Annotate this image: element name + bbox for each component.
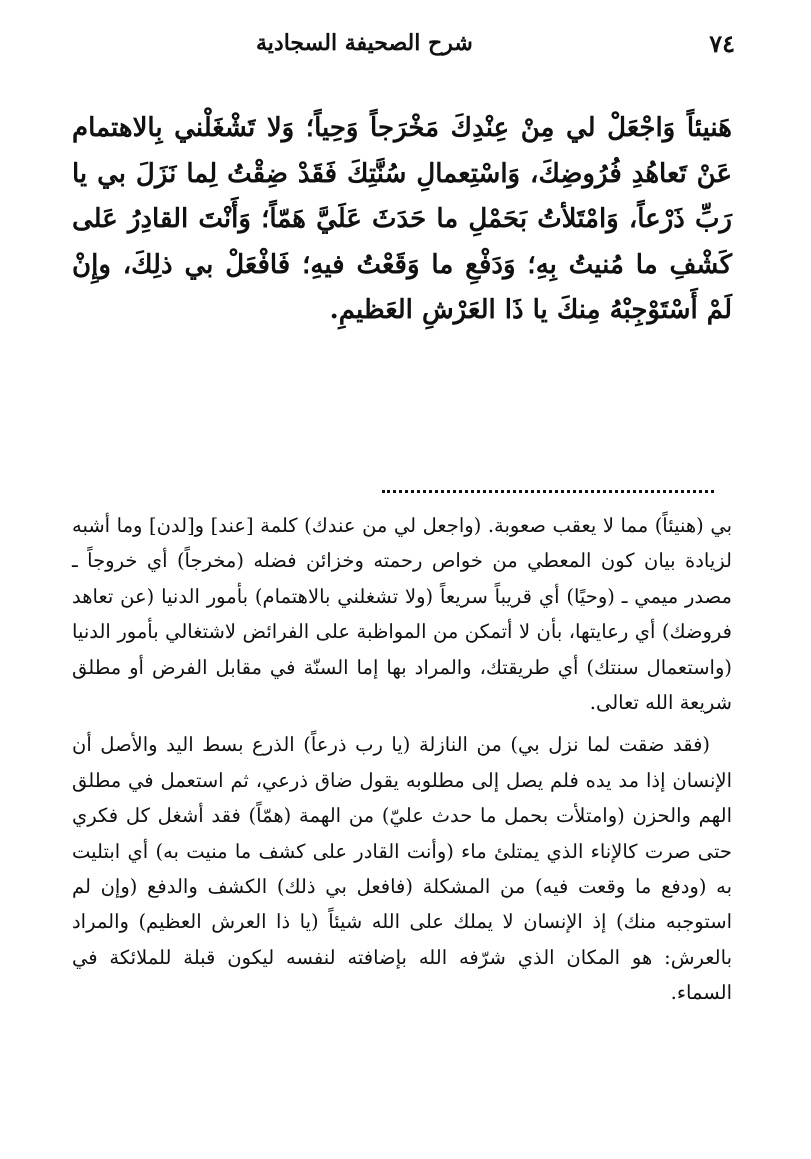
commentary-paragraph-1: بي (هنيئاً) مما لا يعقب صعوبة. (واجعل لي من عندك) كلمة [عند] و[لدن] وما أشبه لزيادة بيان كون المعطي من خواص رحمته وخزائن فضله (مخرجاً) أي خروجاً ـ مصدر ميمي ـ (وحيًا) أي قريباً سريعاً (ولا تشغلني بالاهتمام) بأمور الدنيا (عن تعاهد فروضك) أي رعايتها، بأن لا أتمكن من المواظبة على الفرائض لاشتغالي بأمور الدنيا (واستعمال سنتك) أي طريقتك، والمراد بها إما السنّة في مقابل الفرض أو مطلق شريعة الله تعالى. xyxy=(72,514,732,715)
supplication-text xyxy=(72,106,732,334)
commentary-section xyxy=(72,508,732,1018)
commentary-paragraph-2: (فقد ضقت لما نزل بي) من النازلة (يا رب ذرعاً) الذرع بسط اليد والأصل أن الإنسان إذا مد يده فلم يصل إلى مطلوبه يقول ضاق ذرعي، ثم استعمل في مطلق الهم والحزن (وامتلأت بحمل ما حدث عليّ) من الهمة (همّاً) فقد أشغل كل فكري حتى صرت كالإناء الذي يمتلئ ماء (وأنت القادر على كشف ما منيت به) أي ابتليت به (ودفع ما وقعت فيه) من المشكلة (فافعل بي ذلك) الكشف والدفع (وإن لم استوجبه منك) إذ الإنسان لا يملك على الله شيئاً (يا ذا العرش العظيم) والمراد بالعرش: هو المكان الذي شرّفه الله بإضافته لنفسه ليكون قبلة للملائكة في السماء. xyxy=(72,733,732,1005)
supplication-paragraph: هَنيئاً وَاجْعَلْ لي مِنْ عِنْدِكَ مَخْرَجاً وَحِياً؛ وَلا تَشْغَلْني بِالاهتمام عَنْ تَعاهُدِ فُرُوضِكَ، وَاسْتِعمالِ سُنَّتِكَ فَقَدْ ضِقْتُ لِما نَزَلَ بي يا رَبِّ ذَرْعاً، وَامْتَلأتُ بَحَمْلِ ما حَدَثَ عَلَيَّ هَمّاً؛ وَأَنْتَ القادِرُ عَلى كَشْفِ ما مُنيتُ بِهِ؛ وَدَفْعِ ما وَقَعْتُ فيهِ؛ فَافْعَلْ بي ذلِكَ، وإِنْ لَمْ أَسْتَوْجِبْهُ مِنكَ يا ذَا العَرْشِ العَظيمِ. xyxy=(72,113,732,325)
running-title: شرح الصحيفة السجادية xyxy=(256,30,473,56)
footnote-separator xyxy=(382,490,714,493)
page-header xyxy=(76,26,735,60)
page-number: ٧٤ xyxy=(709,28,735,58)
